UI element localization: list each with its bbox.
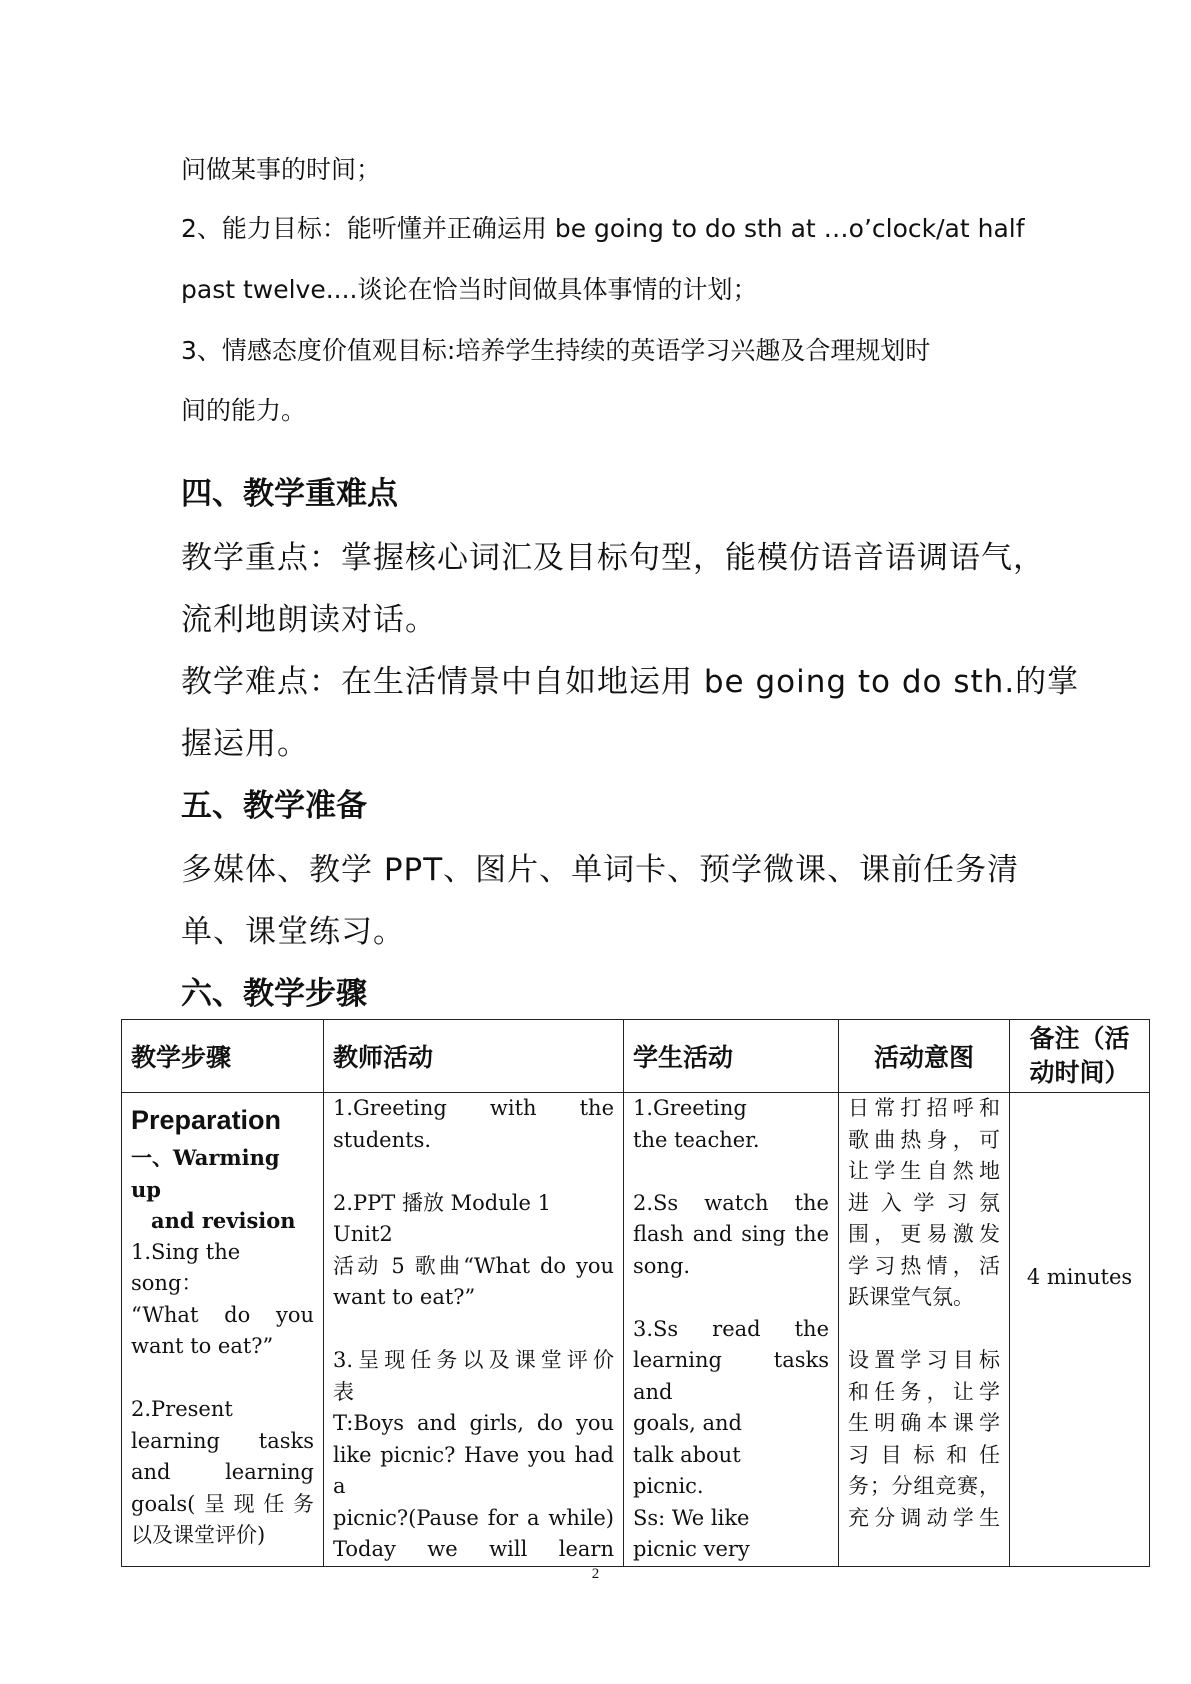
section-heading-preparation: 五、教学准备 — [181, 788, 367, 824]
emotion-objective-line-cont: 间的能力。 — [181, 396, 307, 425]
student-read-tasks-cont2: goals, and — [633, 1411, 742, 1435]
step-sing-song-cont2: want to eat?” — [131, 1334, 274, 1358]
purpose-line: 务；分组竞赛， — [848, 1474, 1000, 1498]
step-warming-up: 一、Warming up — [131, 1145, 280, 1202]
teaching-steps-table — [121, 1019, 1150, 1567]
student-activity-cell — [624, 1093, 839, 1567]
student-answer: Ss: We like — [633, 1505, 750, 1530]
student-talk-cont: picnic. — [633, 1474, 704, 1498]
header-remark — [1010, 1020, 1150, 1093]
purpose-line: 和任务，让学 — [848, 1379, 1000, 1404]
teacher-play-song-cont2: want to eat?” — [333, 1285, 476, 1309]
step-present-tasks-cont3: goals(呈现任务 — [131, 1491, 314, 1516]
student-greeting: 1.Greeting — [633, 1096, 747, 1120]
activity-time: 4 minutes — [1026, 1265, 1133, 1289]
student-answer-cont: picnic very — [633, 1537, 750, 1561]
header-remark-line1: 备注（活 — [1029, 1024, 1130, 1053]
page-number: 2 — [591, 1566, 600, 1582]
section-heading-key-points: 四、教学重难点 — [181, 476, 398, 512]
student-sing: 2.Ss watch the — [633, 1190, 829, 1215]
purpose-cell — [839, 1093, 1010, 1567]
teacher-question-cont: like picnic? Have you had a — [333, 1442, 614, 1498]
teacher-present-tasks: 3.呈现任务以及课堂评价 — [333, 1348, 614, 1372]
teacher-present-tasks-cont: 表 — [333, 1379, 354, 1404]
purpose-line: 习 目 标 和 任 — [848, 1442, 1000, 1467]
purpose-line: 让学生自然地 — [848, 1159, 1000, 1183]
header-student-activity: 学生活动 — [624, 1020, 839, 1093]
table-row — [122, 1093, 1150, 1567]
teacher-greeting-cont: students. — [333, 1127, 432, 1152]
step-sing-song-cont: “What do you — [131, 1302, 314, 1327]
ability-objective-line-cont: past twelve....谈论在恰当时间做具体事情的计划； — [181, 275, 758, 304]
purpose-line: 跃课堂气氛。 — [848, 1285, 974, 1309]
table-header-row — [122, 1020, 1150, 1093]
difficulty-line-cont: 握运用。 — [181, 726, 309, 762]
teacher-greeting: 1.Greeting with the — [333, 1096, 614, 1120]
teacher-play-song-cont: 活动 5 歌曲“What do you — [333, 1253, 614, 1278]
steps-cell — [122, 1093, 324, 1567]
difficulty-line: 教学难点：在生活情景中自如地运用 be going to do sth.的掌 — [181, 664, 1080, 700]
teacher-activity-cell — [324, 1093, 624, 1567]
remark-cell — [1010, 1093, 1150, 1567]
step-present-tasks-cont4: 以及课堂评价) — [131, 1523, 266, 1547]
ability-objective-line: 2、能力目标：能听懂并正确运用 be going to do sth at …o’clock/at half — [181, 214, 1025, 243]
purpose-line: 歌曲热身，可 — [848, 1127, 1000, 1152]
teacher-play-song: 2.PPT 播放 Module 1 Unit2 — [333, 1190, 551, 1246]
purpose-line: 生明确本课学 — [848, 1411, 1000, 1435]
stage-title: Preparation — [131, 1105, 282, 1135]
student-greeting-cont: the teacher. — [633, 1127, 760, 1152]
purpose-line: 围，更易激发 — [848, 1222, 1000, 1246]
purpose-line: 进 入 学 习 氛 — [848, 1190, 1000, 1215]
purpose-line: 学习热情，活 — [848, 1253, 1000, 1278]
objective-text-line: 问做某事的时间； — [181, 155, 382, 184]
preparation-line: 多媒体、教学 PPT、图片、单词卡、预学微课、课前任务清 — [181, 852, 1020, 888]
emotion-objective-line: 3、情感态度价值观目标:培养学生持续的英语学习兴趣及合理规划时 — [181, 336, 931, 365]
purpose-line: 日常打招呼和 — [848, 1096, 1000, 1120]
student-sing-cont2: song. — [633, 1253, 691, 1278]
step-present-tasks-cont: learning tasks — [131, 1428, 314, 1453]
key-points-line: 教学重点：掌握核心词汇及目标句型，能模仿语音语调语气， — [181, 540, 1045, 576]
step-sing-song: 1.Sing the song： — [131, 1239, 241, 1295]
purpose-line: 充分调动学生 — [848, 1505, 1000, 1530]
header-steps: 教学步骤 — [122, 1020, 324, 1093]
teacher-question-cont3: Today we will learn — [333, 1537, 614, 1561]
key-points-line-cont: 流利地朗读对话。 — [181, 602, 437, 638]
step-present-tasks: 2.Present — [131, 1397, 233, 1421]
header-teacher-activity: 教师活动 — [324, 1020, 624, 1093]
teacher-question: T:Boys and girls, do you — [333, 1411, 614, 1435]
header-remark-line2: 动时间） — [1029, 1058, 1130, 1087]
student-read-tasks: 3.Ss read the — [633, 1316, 829, 1341]
student-talk: talk about — [633, 1442, 741, 1467]
student-sing-cont: flash and sing the — [633, 1222, 829, 1246]
section-heading-steps: 六、教学步骤 — [181, 976, 367, 1012]
header-purpose: 活动意图 — [839, 1020, 1010, 1093]
step-present-tasks-cont2: and learning — [131, 1460, 314, 1484]
teacher-question-cont2: picnic?(Pause for a while) — [333, 1505, 614, 1530]
student-read-tasks-cont: learning tasks and — [633, 1348, 829, 1404]
purpose-line: 设置学习目标 — [848, 1348, 1000, 1372]
preparation-line-cont: 单、课堂练习。 — [181, 914, 405, 950]
step-warming-up-cont: and revision — [151, 1208, 296, 1233]
